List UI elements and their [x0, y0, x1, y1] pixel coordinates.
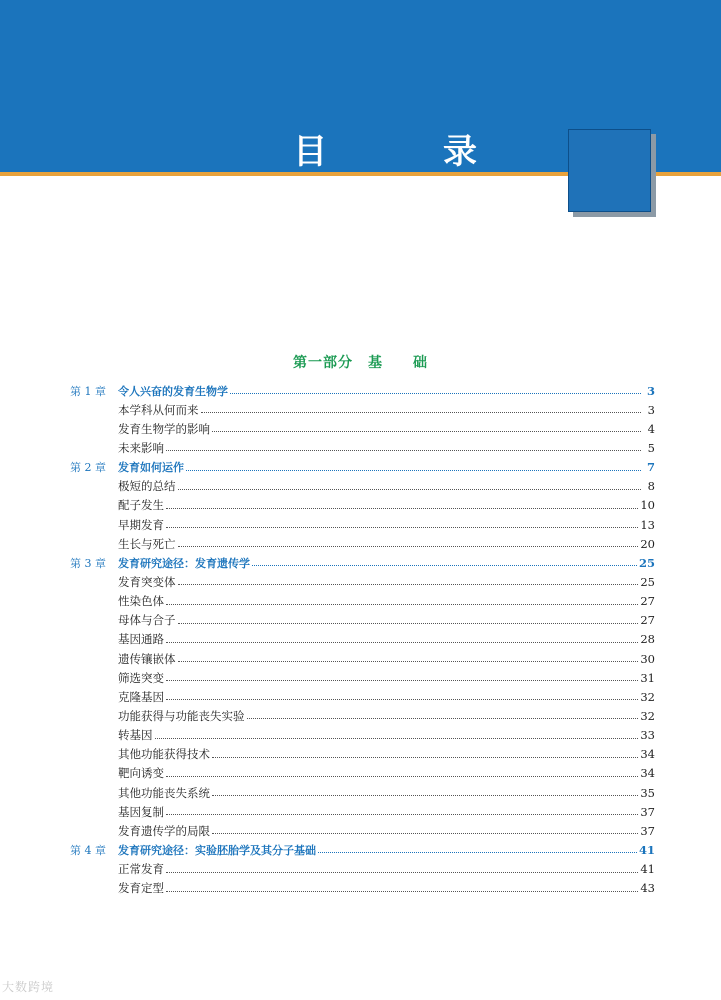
section-title: 功能获得与功能丧失实验: [118, 708, 245, 723]
toc-section-row[interactable]: [70, 400, 655, 419]
section-title: 靶向诱变: [118, 766, 164, 781]
chapter-title: 发育研究途径：实验胚胎学及其分子基础: [118, 843, 316, 857]
page-number: 41: [638, 842, 655, 857]
section-title: 性染色体: [118, 594, 164, 609]
section-title: 其他功能丧失系统: [118, 785, 210, 800]
toc-section-row[interactable]: [70, 572, 655, 591]
toc-section-row[interactable]: [70, 706, 655, 725]
chapter-number: 第 3 章: [70, 556, 106, 570]
dot-leader: [166, 680, 638, 681]
page-number: 28: [640, 632, 655, 647]
page-number: 32: [640, 689, 655, 704]
toc-section-row[interactable]: [70, 438, 655, 457]
dot-leader: [166, 642, 638, 643]
dot-leader: [252, 565, 637, 566]
toc-section-row[interactable]: [70, 496, 655, 515]
toc-section-row[interactable]: [70, 592, 655, 611]
page-number: 37: [640, 804, 655, 819]
section-title: 其他功能获得技术: [118, 747, 210, 762]
chapter-title: 令人兴奋的发育生物学: [118, 384, 228, 398]
decorative-square: [568, 129, 651, 212]
dot-leader: [212, 833, 638, 834]
dot-leader: [178, 546, 639, 547]
page-number: 3: [646, 383, 655, 398]
toc-section-row[interactable]: [70, 477, 655, 496]
toc-section-row[interactable]: [70, 611, 655, 630]
watermark: 大数跨境: [2, 980, 55, 994]
chapter-title: 发育研究途径：发育遗传学: [118, 556, 250, 570]
toc-section-row[interactable]: [70, 879, 655, 898]
dot-leader: [178, 489, 642, 490]
toc-section-row[interactable]: [70, 515, 655, 534]
section-title: 转基因: [118, 728, 153, 743]
page-number: 43: [640, 881, 655, 896]
toc-section-row[interactable]: [70, 649, 655, 668]
dot-leader: [230, 393, 641, 394]
page-number: 34: [640, 747, 655, 762]
section-title: 基因复制: [118, 804, 164, 819]
page-number: 10: [640, 498, 655, 513]
toc-section-row[interactable]: [70, 745, 655, 764]
section-title: 母体与合子: [118, 613, 176, 628]
page-number: 25: [638, 555, 655, 570]
section-title: 极短的总结: [118, 479, 176, 494]
page-title: 目 录: [293, 132, 529, 172]
dot-leader: [166, 508, 638, 509]
dot-leader: [212, 795, 638, 796]
dot-leader: [212, 431, 641, 432]
toc-section-row[interactable]: [70, 534, 655, 553]
dot-leader: [247, 718, 639, 719]
page-number: 31: [640, 670, 655, 685]
page-number: 33: [640, 728, 655, 743]
section-title: 未来影响: [118, 440, 164, 455]
page-number: 32: [640, 708, 655, 723]
toc-section-row[interactable]: [70, 764, 655, 783]
dot-leader: [166, 699, 638, 700]
dot-leader: [155, 738, 639, 739]
toc-chapter-row[interactable]: [70, 458, 655, 477]
toc-section-row[interactable]: [70, 419, 655, 438]
page-number: 37: [640, 823, 655, 838]
section-title: 配子发生: [118, 498, 164, 513]
section-title: 发育突变体: [118, 574, 176, 589]
page-number: 27: [640, 613, 655, 628]
toc-chapter-row[interactable]: [70, 381, 655, 400]
dot-leader: [166, 872, 638, 873]
page-number: 35: [640, 785, 655, 800]
toc-section-row[interactable]: [70, 726, 655, 745]
page-number: 13: [640, 517, 655, 532]
page-number: 5: [647, 440, 655, 455]
dot-leader: [166, 814, 638, 815]
toc-chapter-row[interactable]: [70, 553, 655, 572]
page-number: 8: [647, 479, 655, 494]
page-number: 20: [640, 536, 655, 551]
dot-leader: [166, 450, 641, 451]
toc-section-row[interactable]: [70, 668, 655, 687]
page-number: 34: [640, 766, 655, 781]
page-number: 25: [640, 574, 655, 589]
dot-leader: [318, 852, 637, 853]
chapter-number: 第 4 章: [70, 843, 106, 857]
toc-section-row[interactable]: [70, 821, 655, 840]
dot-leader: [178, 584, 639, 585]
page-number: 41: [640, 862, 655, 877]
toc-section-row[interactable]: [70, 860, 655, 879]
toc-section-row[interactable]: [70, 687, 655, 706]
dot-leader: [186, 470, 641, 471]
section-title: 克隆基因: [118, 689, 164, 704]
page-number: 4: [647, 421, 655, 436]
section-title: 本学科从何而来: [118, 402, 199, 417]
table-of-contents: [70, 381, 655, 898]
chapter-number: 第 1 章: [70, 384, 106, 398]
section-title: 筛选突变: [118, 670, 164, 685]
section-title: 正常发育: [118, 862, 164, 877]
dot-leader: [166, 891, 638, 892]
section-title: 发育生物学的影响: [118, 421, 210, 436]
section-title: 遗传镶嵌体: [118, 651, 176, 666]
toc-section-row[interactable]: [70, 802, 655, 821]
part-title: 第一部分 基 础: [293, 355, 428, 371]
section-title: 发育定型: [118, 881, 164, 896]
dot-leader: [178, 623, 639, 624]
page-number: 27: [640, 594, 655, 609]
page-number: 7: [646, 460, 655, 475]
dot-leader: [166, 604, 638, 605]
section-title: 早期发育: [118, 517, 164, 532]
dot-leader: [201, 412, 642, 413]
section-title: 基因通路: [118, 632, 164, 647]
dot-leader: [166, 776, 638, 777]
toc-section-row[interactable]: [70, 783, 655, 802]
chapter-title: 发育如何运作: [118, 461, 184, 475]
dot-leader: [212, 757, 638, 758]
page-number: 3: [647, 402, 655, 417]
dot-leader: [178, 661, 639, 662]
page-number: 30: [640, 651, 655, 666]
section-title: 生长与死亡: [118, 536, 176, 551]
chapter-number: 第 2 章: [70, 461, 106, 475]
section-title: 发育遗传学的局限: [118, 823, 210, 838]
toc-chapter-row[interactable]: [70, 840, 655, 859]
dot-leader: [166, 527, 638, 528]
toc-section-row[interactable]: [70, 630, 655, 649]
